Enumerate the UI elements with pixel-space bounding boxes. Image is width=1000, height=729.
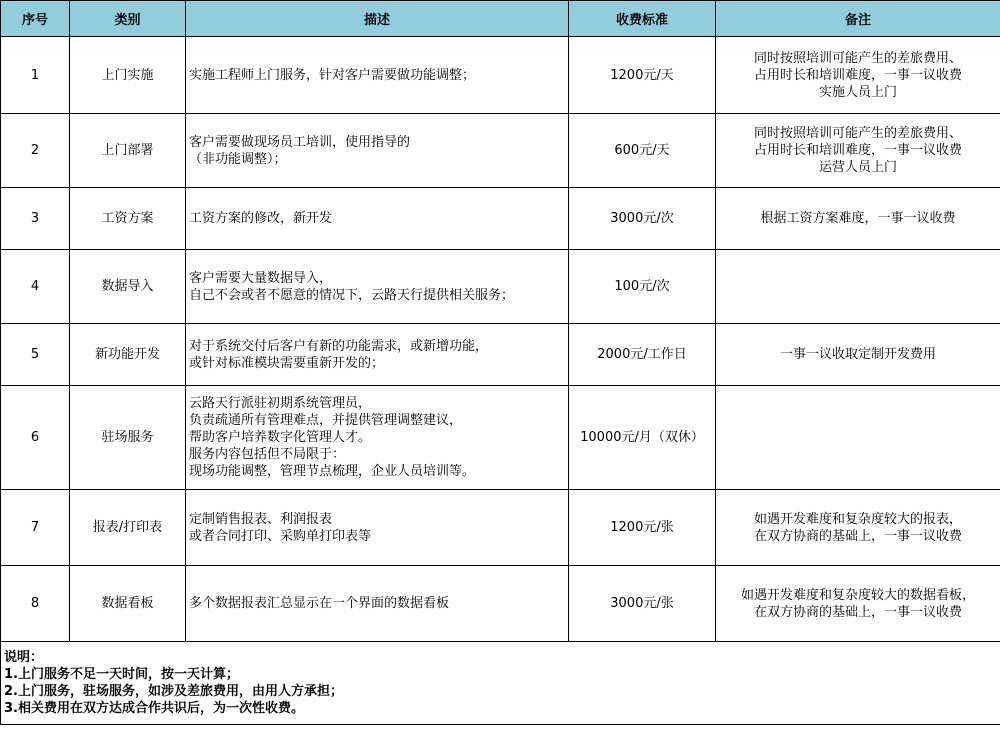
row-description (186, 114, 569, 188)
description-line: 帮助客户培养数字化管理人才。 (189, 430, 372, 445)
row-fee: 100元/次 (569, 250, 716, 324)
remark-line: 如遇开发难度和复杂度较大的数据看板， (740, 587, 975, 603)
table-row (1, 250, 1000, 324)
row-category: 数据看板 (70, 566, 186, 642)
description-line: 云路天行派驻初期系统管理员， (189, 396, 372, 411)
table-row (1, 490, 1000, 566)
row-category: 报表/打印表 (70, 490, 186, 566)
description-line: 定制销售报表、利润报表 (189, 511, 333, 527)
row-number: 2 (1, 114, 70, 188)
row-category: 工资方案 (70, 188, 186, 250)
row-category: 上门部署 (70, 114, 186, 188)
row-fee: 600元/天 (569, 114, 716, 188)
row-number: 4 (1, 250, 70, 324)
description-line: 自己不会或者不愿意的情况下，云路天行提供相关服务； (189, 287, 515, 303)
row-description (186, 324, 569, 386)
remark-line: 同时按照培训可能产生的差旅费用、 (753, 126, 962, 141)
table-row (1, 324, 1000, 386)
description-line: 或者合同打印、采购单打印表等 (189, 528, 372, 544)
row-number: 3 (1, 188, 70, 250)
description-line: 服务内容包括但不局限于： (189, 447, 346, 462)
description-line: 多个数据报表汇总显示在一个界面的数据看板 (189, 596, 450, 611)
row-remark (716, 37, 1000, 114)
remark-line: 在双方协商的基础上，一事一议收费 (753, 604, 962, 620)
table-row (1, 188, 1000, 250)
row-category: 驻场服务 (70, 386, 186, 490)
notes-title: 说明： (4, 650, 44, 665)
table-row (1, 386, 1000, 490)
description-line: 客户需要做现场员工培训，使用指导的 (189, 134, 411, 150)
row-remark (716, 490, 1000, 566)
row-category: 上门实施 (70, 37, 186, 114)
table-row (1, 114, 1000, 188)
remark-line: 一事一议收取定制开发费用 (779, 347, 936, 362)
remark-line: 如遇开发难度和复杂度较大的报表， (753, 511, 962, 527)
row-remark (716, 250, 1000, 324)
row-number: 7 (1, 490, 70, 566)
description-line: 或针对标准模块需要重新开发的； (189, 355, 385, 371)
row-remark (716, 114, 1000, 188)
row-remark (716, 386, 1000, 490)
remark-line: 实施人员上门 (818, 84, 897, 100)
description-line: 负责疏通所有管理难点，并提供管理调整建议， (189, 413, 463, 428)
table-body (1, 37, 1000, 642)
row-category: 新功能开发 (70, 324, 186, 386)
remark-line: 在双方协商的基础上，一事一议收费 (753, 528, 962, 544)
notes-cell (1, 642, 1000, 725)
remark-line: 占用时长和培训难度，一事一议收费 (753, 67, 962, 83)
row-number: 1 (1, 37, 70, 114)
header-no: 序号 (1, 1, 70, 37)
row-number: 6 (1, 386, 70, 490)
row-remark (716, 188, 1000, 250)
row-number: 5 (1, 324, 70, 386)
row-number: 8 (1, 566, 70, 642)
row-fee: 10000元/月（双休） (569, 386, 716, 490)
header-category: 类别 (70, 1, 186, 37)
remark-line: 根据工资方案难度，一事一议收费 (760, 211, 956, 226)
row-fee: 1200元/张 (569, 490, 716, 566)
description-line: 对于系统交付后客户有新的功能需求，或新增功能， (189, 338, 489, 354)
row-description (186, 250, 569, 324)
note-item: 1.上门服务不足一天时间，按一天计算； (4, 667, 239, 682)
row-fee: 3000元/次 (569, 188, 716, 250)
description-line: 实施工程师上门服务，针对客户需要做功能调整； (189, 67, 476, 83)
note-item: 3.相关费用在双方达成合作共识后，为一次性收费。 (4, 701, 304, 716)
table-row (1, 566, 1000, 642)
row-description (186, 37, 569, 114)
notes-row (1, 642, 1000, 725)
row-description (186, 188, 569, 250)
row-fee: 1200元/天 (569, 37, 716, 114)
description-line: （非功能调整）； (189, 151, 287, 167)
row-remark (716, 324, 1000, 386)
description-line: 客户需要大量数据导入， (189, 270, 333, 286)
remark-line: 运营人员上门 (818, 160, 897, 175)
row-description (186, 490, 569, 566)
header-remark: 备注 (716, 1, 1000, 37)
description-line: 现场功能调整，管理节点梳理，企业人员培训等。 (189, 464, 476, 479)
row-description (186, 386, 569, 490)
header-description: 描述 (186, 1, 569, 37)
row-description (186, 566, 569, 642)
note-item: 2.上门服务，驻场服务，如涉及差旅费用，由用人方承担； (4, 684, 343, 699)
remark-line: 占用时长和培训难度，一事一议收费 (753, 143, 962, 158)
table-row (1, 37, 1000, 114)
header-fee: 收费标准 (569, 1, 716, 37)
header-row (1, 1, 1000, 37)
row-remark (716, 566, 1000, 642)
row-category: 数据导入 (70, 250, 186, 324)
remark-line: 同时按照培训可能产生的差旅费用、 (753, 50, 962, 66)
row-fee: 3000元/张 (569, 566, 716, 642)
description-line: 工资方案的修改，新开发 (189, 211, 333, 226)
row-fee: 2000元/工作日 (569, 324, 716, 386)
